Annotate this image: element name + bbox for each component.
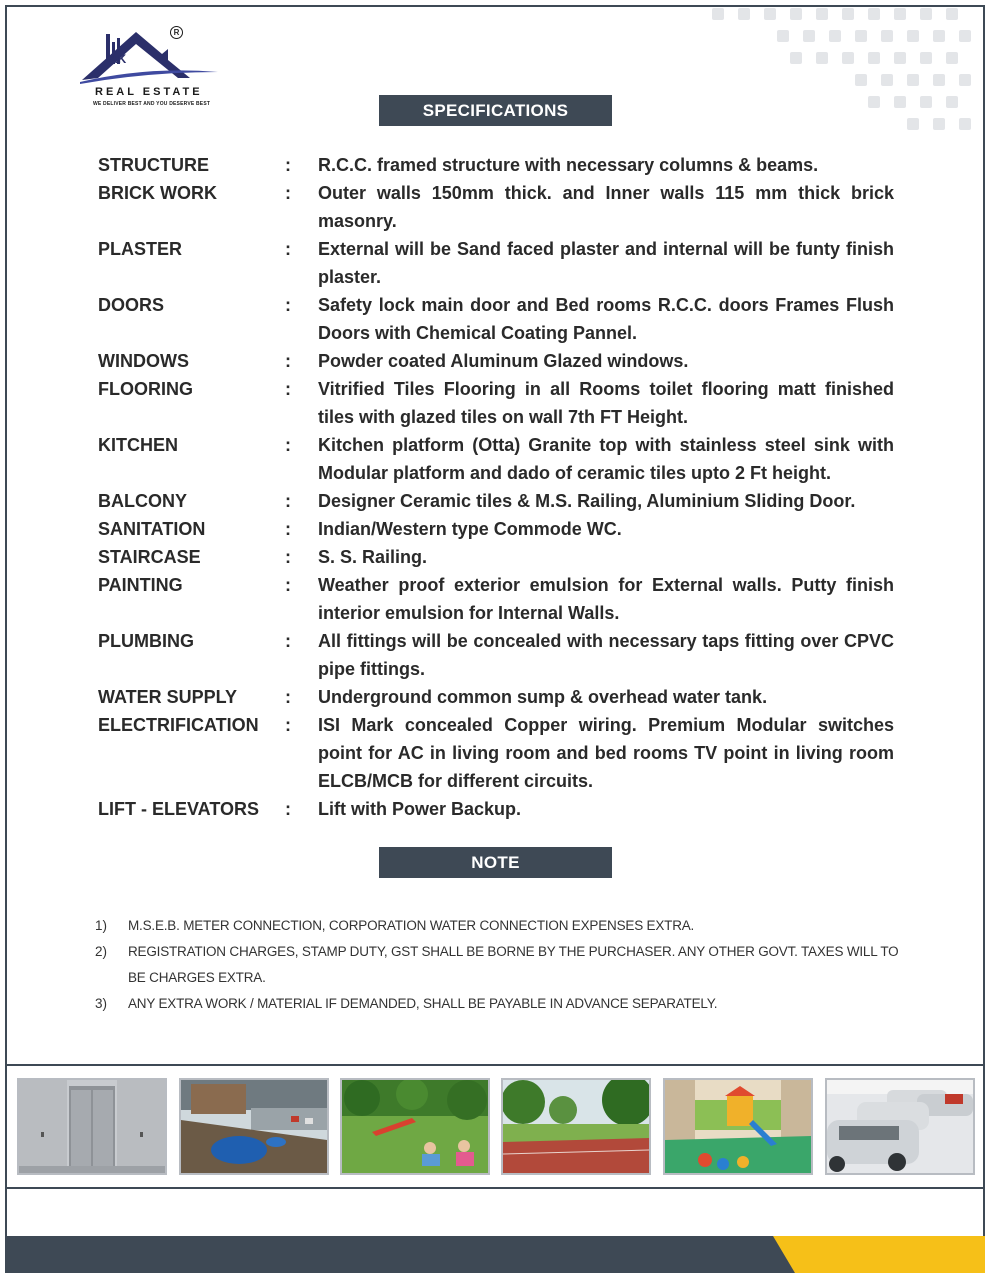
spec-label: BALCONY <box>98 491 187 511</box>
decorative-dot <box>959 118 971 130</box>
spec-colon: : <box>285 155 291 175</box>
decorative-dot <box>894 8 906 20</box>
spec-colon: : <box>285 239 291 259</box>
decorative-dot <box>712 8 724 20</box>
note-number: 2) <box>95 944 108 959</box>
house-roof-icon <box>78 22 223 92</box>
decorative-dot <box>764 8 776 20</box>
spec-value: Safety lock main door and Bed rooms R.C.C. doors Frames Flush Doors with Chemical Coating Pannel. <box>318 295 894 343</box>
spec-value: Powder coated Aluminum Glazed windows. <box>318 351 689 371</box>
spec-label: LIFT - ELEVATORS <box>98 799 259 819</box>
logo-name: REAL ESTATE <box>95 86 203 98</box>
elevator-photo <box>17 1078 167 1175</box>
decorative-dot <box>803 30 815 42</box>
spec-value: Vitrified Tiles Flooring in all Rooms toilet flooring matt finished tiles with glazed tiles on wall 7th FT Height. <box>318 379 894 427</box>
spec-row <box>98 627 898 683</box>
decorative-dot <box>855 74 867 86</box>
spec-label: ELECTRIFICATION <box>98 715 259 735</box>
decorative-dot <box>959 74 971 86</box>
spec-colon: : <box>285 715 291 735</box>
spec-label: SANITATION <box>98 519 206 539</box>
spec-value: Lift with Power Backup. <box>318 799 522 819</box>
decorative-dot <box>855 30 867 42</box>
note-text: M.S.E.B. METER CONNECTION, CORPORATION WATER CONNECTION EXPENSES EXTRA. <box>128 918 695 933</box>
decorative-dot <box>738 8 750 20</box>
company-logo <box>78 22 223 112</box>
spec-row <box>98 291 898 347</box>
spec-row <box>98 347 898 375</box>
note-item <box>95 913 905 939</box>
decorative-dot <box>790 52 802 64</box>
logo-tagline: WE DELIVER BEST AND YOU DESERVE BEST <box>93 101 211 107</box>
decorative-dot <box>946 96 958 108</box>
registered-mark: R <box>170 26 183 39</box>
spec-label: WATER SUPPLY <box>98 687 238 707</box>
jogging-track-photo <box>501 1078 651 1175</box>
decorative-dot <box>894 96 906 108</box>
spec-colon: : <box>285 799 291 819</box>
decorative-dot <box>816 8 828 20</box>
spec-label: PAINTING <box>98 575 183 595</box>
spec-row <box>98 795 898 823</box>
note-item <box>95 939 905 991</box>
note-text: ANY EXTRA WORK / MATERIAL IF DEMANDED, SHALL BE PAYABLE IN ADVANCE SEPARATELY. <box>128 996 718 1011</box>
spec-colon: : <box>285 351 291 371</box>
spec-row <box>98 515 898 543</box>
decorative-dot <box>894 52 906 64</box>
spec-colon: : <box>285 491 291 511</box>
decorative-dot <box>842 8 854 20</box>
gallery-divider-top <box>7 1064 985 1066</box>
decorative-dot <box>790 8 802 20</box>
decorative-dot <box>881 30 893 42</box>
decorative-dot <box>777 30 789 42</box>
spec-row <box>98 431 898 487</box>
decorative-dot <box>842 52 854 64</box>
spec-row <box>98 711 898 795</box>
gallery-divider-bottom <box>7 1187 985 1189</box>
decorative-dot <box>881 74 893 86</box>
spec-value: Weather proof exterior emulsion for External walls. Putty finish interior emulsion for Internal Walls. <box>318 575 894 623</box>
water-tank-photo <box>179 1078 329 1175</box>
spec-row <box>98 235 898 291</box>
decorative-dot <box>920 96 932 108</box>
spec-row <box>98 543 898 571</box>
spec-colon: : <box>285 631 291 651</box>
note-heading: NOTE <box>379 847 612 878</box>
spec-value: ISI Mark concealed Copper wiring. Premium Modular switches point for AC in living room and bed rooms TV point in living room ELCB/MCB for different circuits. <box>318 715 894 791</box>
note-number: 1) <box>95 918 108 933</box>
spec-label: DOORS <box>98 295 165 315</box>
spec-row <box>98 683 898 711</box>
decorative-dot <box>829 30 841 42</box>
spec-value: S. S. Railing. <box>318 547 428 567</box>
spec-value: Outer walls 150mm thick. and Inner walls 115 mm thick brick masonry. <box>318 183 894 231</box>
spec-row <box>98 487 898 515</box>
spec-row <box>98 571 898 627</box>
spec-row <box>98 179 898 235</box>
decorative-dot <box>868 96 880 108</box>
specifications-heading: SPECIFICATIONS <box>379 95 612 126</box>
decorative-dot <box>907 30 919 42</box>
spec-colon: : <box>285 687 291 707</box>
spec-colon: : <box>285 295 291 315</box>
spec-value: Kitchen platform (Otta) Granite top with stainless steel sink with Modular platform and dado of ceramic tiles upto 2 Ft height. <box>318 435 894 483</box>
spec-value: Indian/Western type Commode WC. <box>318 519 622 539</box>
decorative-dot <box>959 30 971 42</box>
spec-value: Underground common sump & overhead water tank. <box>318 687 768 707</box>
spec-label: STAIRCASE <box>98 547 201 567</box>
spec-label: KITCHEN <box>98 435 178 455</box>
spec-colon: : <box>285 547 291 567</box>
spec-colon: : <box>285 519 291 539</box>
spec-value: Designer Ceramic tiles & M.S. Railing, Aluminium Sliding Door. <box>318 491 856 511</box>
note-number: 3) <box>95 996 108 1011</box>
spec-label: PLASTER <box>98 239 183 259</box>
decorative-dot <box>933 118 945 130</box>
spec-label: BRICK WORK <box>98 183 217 203</box>
decorative-dot <box>868 52 880 64</box>
decorative-dot <box>946 8 958 20</box>
spec-label: WINDOWS <box>98 351 189 371</box>
spec-value: All fittings will be concealed with necessary taps fitting over CPVC pipe fittings. <box>318 631 894 679</box>
spec-label: PLUMBING <box>98 631 194 651</box>
spec-value: External will be Sand faced plaster and internal will be funty finish plaster. <box>318 239 894 287</box>
spec-colon: : <box>285 575 291 595</box>
footer-accent-stripe <box>773 1236 985 1273</box>
specifications-list <box>98 151 898 823</box>
spec-colon: : <box>285 435 291 455</box>
notes-list <box>95 913 905 1017</box>
logo-initials: AK <box>109 52 127 66</box>
spec-colon: : <box>285 183 291 203</box>
spec-label: FLOORING <box>98 379 193 399</box>
note-item <box>95 991 905 1017</box>
decorative-dot <box>933 30 945 42</box>
decorative-dot <box>816 52 828 64</box>
decorative-dot <box>933 74 945 86</box>
decorative-dot <box>907 118 919 130</box>
decorative-dot <box>946 52 958 64</box>
spec-row <box>98 151 898 179</box>
kids-play-area-photo <box>663 1078 813 1175</box>
decorative-dot <box>920 52 932 64</box>
spec-colon: : <box>285 379 291 399</box>
spec-label: STRUCTURE <box>98 155 209 175</box>
note-text: REGISTRATION CHARGES, STAMP DUTY, GST SHALL BE BORNE BY THE PURCHASER. ANY OTHER GOVT. TAXES WILL TO BE CHARGES EXTRA. <box>128 944 899 985</box>
decorative-dot <box>907 74 919 86</box>
decorative-dot <box>920 8 932 20</box>
yoga-garden-photo <box>340 1078 490 1175</box>
spec-value: R.C.C. framed structure with necessary columns & beams. <box>318 155 819 175</box>
car-parking-photo <box>825 1078 975 1175</box>
decorative-dot <box>868 8 880 20</box>
decorative-dot-pattern <box>712 8 982 158</box>
spec-row <box>98 375 898 431</box>
